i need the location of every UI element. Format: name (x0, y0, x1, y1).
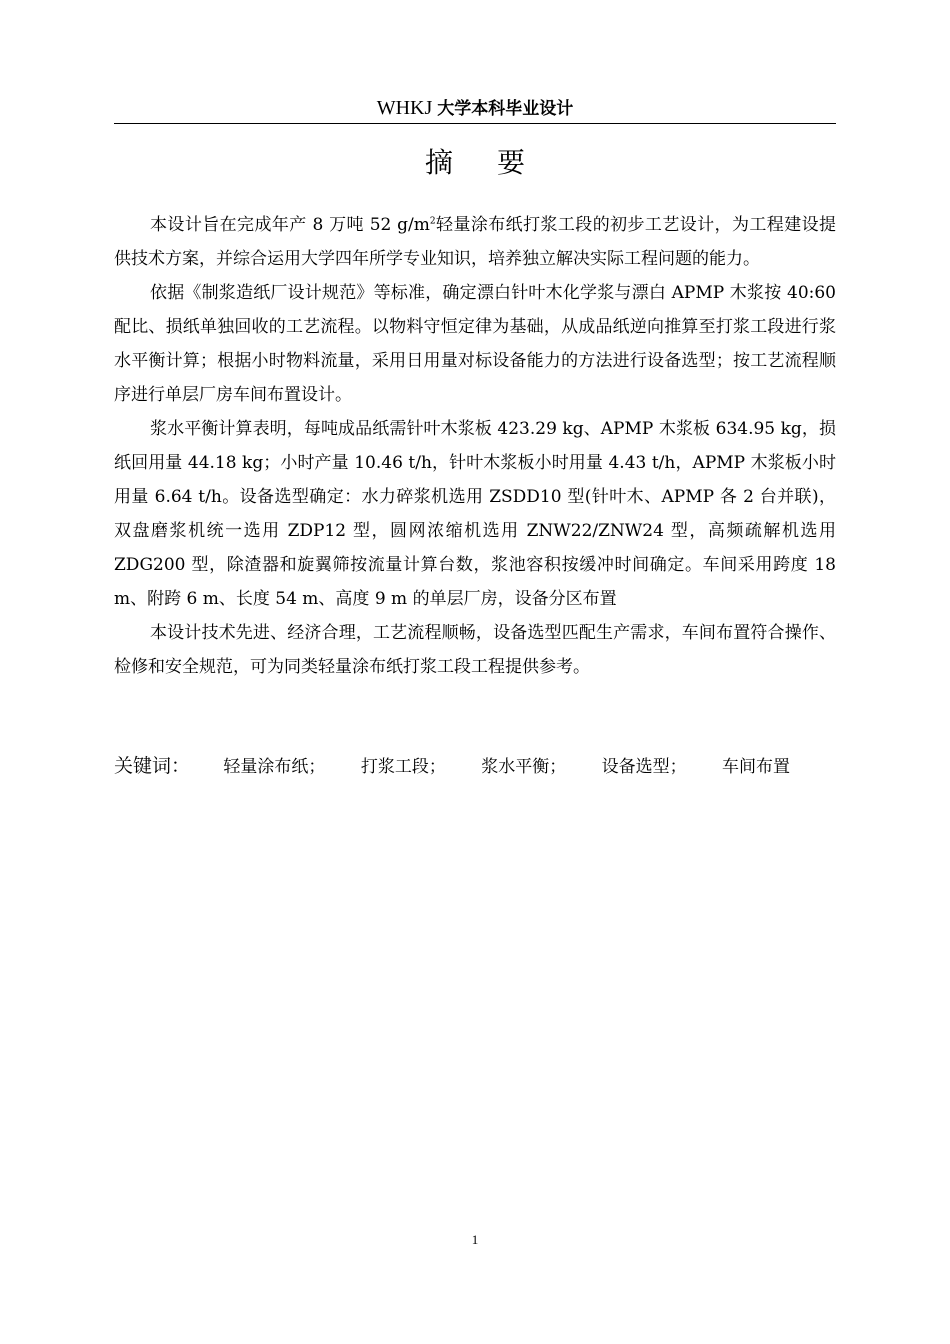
keywords-line (114, 751, 836, 782)
paragraph-1 (114, 208, 836, 276)
header-title: 大学本科毕业设计 (437, 99, 574, 119)
keyword-item: 车间布置 (722, 757, 791, 777)
paragraph-1-part-a: 本设计旨在完成年产 8 万吨 52 g/m (150, 215, 430, 235)
header-prefix: WHKJ (376, 97, 433, 119)
header-rule (114, 123, 836, 124)
keyword-item: 打浆工段； (360, 757, 446, 777)
keyword-item: 轻量涂布纸； (223, 757, 326, 777)
paragraph-2: 依据《制浆造纸厂设计规范》等标准，确定漂白针叶木化学浆与漂白 APMP 木浆按 40:60 配比、损纸单独回收的工艺流程。以物料守恒定律为基础，从成品纸逆向推算至打浆工段进行浆水平衡计算；根据小时物料流量，采用日用量对标设备能力的方法进行设备选型；按工艺流程顺序进行单层厂房车间布置设计。 (114, 283, 836, 405)
paragraph-4: 本设计技术先进、经济合理，工艺流程顺畅，设备选型匹配生产需求，车间布置符合操作、检修和安全规范，可为同类轻量涂布纸打浆工段工程提供参考。 (114, 623, 836, 677)
abstract-body (114, 208, 836, 684)
keyword-item: 设备选型； (601, 757, 687, 777)
running-header (114, 96, 836, 121)
page-number: 1 (471, 1232, 479, 1247)
paragraph-3: 浆水平衡计算表明，每吨成品纸需针叶木浆板 423.29 kg、APMP 木浆板 634.95 kg，损纸回用量 44.18 kg；小时产量 10.46 t/h，针叶木浆板小时用量 4.43 t/h，APMP 木浆板小时用量 6.64 t/h。设备选型确定：水力碎浆机选用 ZSDD10 型(针叶木、APMP 各 2 台并联)，双盘磨浆机统一选用 ZDP12 型，圆网浓缩机选用 ZNW22/ZNW24 型，高频疏解机选用 ZDG200 型，除渣器和旋翼筛按流量计算台数，浆池容积按缓冲时间确定。车间采用跨度 18 m、附跨 6 m、长度 54 m、高度 9 m 的单层厂房，设备分区布置 (114, 419, 836, 609)
keywords-label: 关键词： (114, 755, 191, 777)
superscript-2: 2 (429, 216, 436, 227)
paragraph-1-part-b: 轻量涂布纸打浆工段的初步工艺设计，为工程建设提供技术方案，并综合运用大学四年所学专业知识，培养独立解决实际工程问题的能力。 (114, 215, 837, 269)
abstract-title: 摘要 (424, 146, 569, 179)
keyword-item: 浆水平衡； (481, 757, 567, 777)
